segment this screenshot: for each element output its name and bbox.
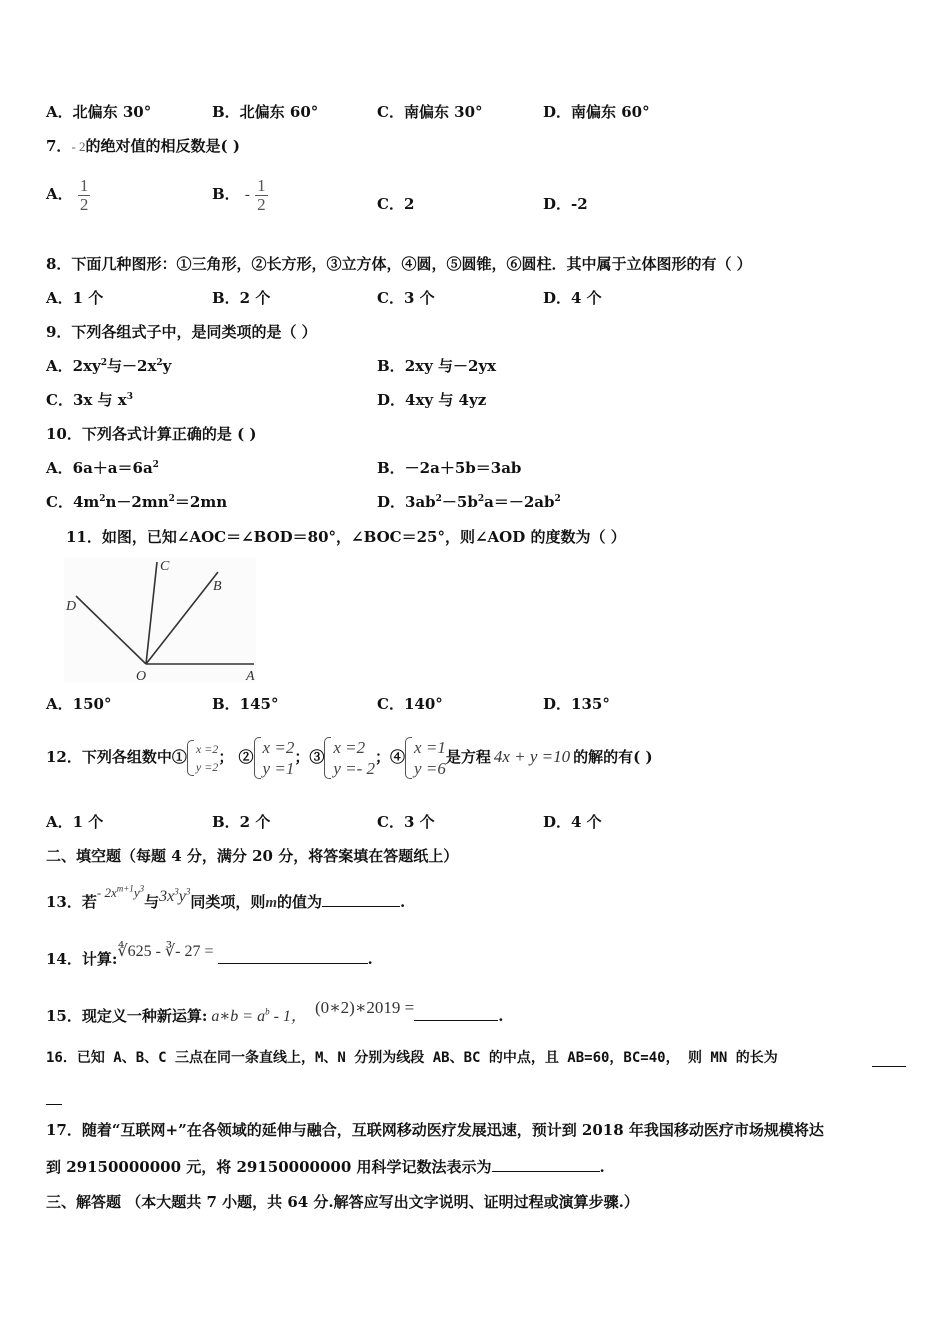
q15-question xyxy=(46,990,503,1035)
q9-option-d-text: 4xy 与 4yz xyxy=(405,391,487,409)
q13-question xyxy=(46,876,405,920)
q7-option-b xyxy=(212,170,268,219)
q16-question xyxy=(46,1048,778,1068)
q10-question: 10．下列各式计算正确的是 ( ) xyxy=(46,425,257,443)
q17-line-2-text: 到 29150000000 元，将 29150000000 用科学记数法表示为 xyxy=(46,1158,492,1176)
q15-definition-exp: b xyxy=(265,1006,270,1017)
q9-option-c-label: C． xyxy=(46,391,73,409)
q13-term-2-y-exp: 3 xyxy=(185,886,191,897)
q12-system-1-row1: x =2 xyxy=(195,742,219,756)
q12-equation: 4x + y =10 xyxy=(493,747,571,766)
q7-option-a-label: A． xyxy=(46,185,73,203)
q12-system-4-row2: y =6 xyxy=(414,759,446,778)
q9-option-d-label: D． xyxy=(377,391,406,409)
q11-option-c: C．140° xyxy=(377,695,443,713)
q9-option-a-exp1: 2 xyxy=(100,358,108,368)
q7-option-b-fraction xyxy=(255,177,268,214)
q17-line-1: 17．随着“互联网+”在各领域的延伸与融合，互联网移动医疗发展迅速，预计到 2018 年我国移动医疗市场规模将达 xyxy=(46,1121,824,1139)
q12-system-1-row2: y =2 xyxy=(195,760,219,774)
q16-answer-blank-part1[interactable] xyxy=(872,1052,906,1067)
q7-option-d: D．-2 xyxy=(543,195,588,213)
q10-option-d-exp3: 2 xyxy=(554,494,561,504)
q10-option-c-exp1: 2 xyxy=(99,494,106,504)
q14-answer-blank[interactable] xyxy=(218,949,368,964)
q13-term-2-y: y xyxy=(178,888,186,905)
q11-angle-figure xyxy=(62,556,262,684)
q13-variable: m xyxy=(265,895,278,911)
q13-prefix: 13．若 xyxy=(46,893,97,911)
section-3-heading: 三、解答题 （本大题共 7 小题，共 64 分.解答应写出文字说明、证明过程或演算步骤.） xyxy=(46,1193,639,1211)
q11-option-b: B．145° xyxy=(212,695,279,713)
q7-question xyxy=(46,136,240,157)
q12-system-2-row1: x =2 xyxy=(262,738,295,757)
q10-option-b: B．－2a＋5b＝3ab xyxy=(377,459,522,477)
label-d: D xyxy=(66,599,77,614)
q10-option-c-part3: ＝2mn xyxy=(174,493,228,511)
q10-option-c xyxy=(46,492,227,512)
q12-option-a: A．1 个 xyxy=(46,813,104,831)
q7-option-b-sign: - xyxy=(244,187,250,203)
q6-option-a: A．北偏东 30° xyxy=(46,103,152,121)
q11-option-a: A．150° xyxy=(46,695,112,713)
q8-option-c: C．3 个 xyxy=(377,289,435,307)
q13-term-2 xyxy=(159,888,190,905)
q12-system-2 xyxy=(254,737,295,779)
q9-option-b xyxy=(377,356,496,376)
q10-option-c-exp2: 2 xyxy=(168,494,175,504)
q10-option-a-exp: 2 xyxy=(152,460,159,470)
q7-option-b-label: B． xyxy=(212,185,240,203)
q6-option-c: C．南偏东 30° xyxy=(377,103,483,121)
q7-option-a-denominator: 2 xyxy=(79,194,89,214)
q12-system-2-row2: y =1 xyxy=(262,759,295,778)
q13-term-2-base: 3x xyxy=(159,888,175,905)
q15-prefix: 15．现定义一种新运算: xyxy=(46,1007,208,1025)
q13-text-1: 同类项，则 xyxy=(190,893,266,911)
q12-system-3 xyxy=(324,737,375,779)
q9-option-c-exp: 3 xyxy=(126,392,133,402)
q7-number: 7． xyxy=(46,137,72,155)
q7-option-a-numerator: 1 xyxy=(79,175,89,195)
q10-option-d-part1: D．3ab xyxy=(377,493,436,511)
q12-option-b: B．2 个 xyxy=(212,813,271,831)
q13-term-1-y: y xyxy=(133,885,140,900)
q12-prefix: 12．下列各组数中① xyxy=(46,748,187,766)
q10-option-d xyxy=(377,492,561,512)
q13-mid: 与 xyxy=(144,893,160,911)
q13-end: . xyxy=(400,893,406,911)
q9-option-b-text: 2xy 与－2yx xyxy=(404,357,497,375)
q12-mid: 是方程 xyxy=(445,748,491,766)
section-2-heading: 二、填空题（每题 4 分，满分 20 分，将答案填在答题纸上） xyxy=(46,847,459,865)
q11-option-d: D．135° xyxy=(543,695,610,713)
q9-option-a-mid: 与－2x xyxy=(107,357,157,375)
q8-option-b: B．2 个 xyxy=(212,289,271,307)
q14-expression: ∜625 - ∛- 27 = xyxy=(117,943,214,960)
q12-option-d: D．4 个 xyxy=(543,813,602,831)
label-c: C xyxy=(160,559,170,574)
q12-sep-2: ；③ xyxy=(294,748,325,766)
q13-answer-blank[interactable] xyxy=(322,892,400,907)
q10-option-d-part3: a＝－2ab xyxy=(484,493,555,511)
q9-question: 9．下列各组式子中，是同类项的是（ ） xyxy=(46,323,317,341)
q7-option-c: C．2 xyxy=(377,195,415,213)
q9-option-c xyxy=(46,390,133,410)
q15-definition xyxy=(211,1008,307,1025)
q10-option-d-exp1: 2 xyxy=(435,494,442,504)
q6-option-b: B．北偏东 60° xyxy=(212,103,319,121)
q13-term-1-y-exp: 3 xyxy=(139,883,145,894)
q12-system-4 xyxy=(405,737,446,779)
q10-option-d-exp2: 2 xyxy=(477,494,485,504)
label-o: O xyxy=(136,669,147,684)
q13-term-1 xyxy=(97,885,144,900)
q9-option-a-label: A． xyxy=(46,357,73,375)
q7-option-b-numerator: 1 xyxy=(257,175,266,195)
q9-option-a-term1: 2xy xyxy=(72,357,101,375)
q9-option-d xyxy=(377,390,486,410)
q14-question xyxy=(46,934,373,977)
q6-option-d: D．南偏东 60° xyxy=(543,103,650,121)
q13-term-1-exp: m+1 xyxy=(116,883,134,894)
q14-end: . xyxy=(367,950,373,968)
q17-answer-blank[interactable] xyxy=(492,1157,600,1172)
q10-option-c-part1: C．4m xyxy=(46,493,100,511)
q10-option-a-text: A．6a＋a＝6a xyxy=(46,459,153,477)
q12-system-3-row2: y =- 2 xyxy=(333,759,376,778)
q12-sep-1: ； ② xyxy=(218,748,254,766)
q17-line-2 xyxy=(46,1157,605,1177)
q7-option-a-fraction xyxy=(78,177,91,214)
q15-definition-post: - 1， xyxy=(269,1008,307,1025)
q10-option-a xyxy=(46,458,159,478)
q12-system-1 xyxy=(187,740,218,776)
q7-expression: - 2 xyxy=(71,139,86,154)
q13-term-1-base: - 2x xyxy=(96,885,117,900)
q10-option-c-part2: n－2mn xyxy=(105,493,169,511)
q8-option-a: A．1 个 xyxy=(46,289,104,307)
q10-option-d-part2: －5b xyxy=(441,493,478,511)
q13-text-2: 的值为 xyxy=(277,893,323,911)
q15-answer-blank[interactable] xyxy=(414,1006,498,1021)
q12-question xyxy=(46,730,653,784)
label-b: B xyxy=(213,579,222,594)
q15-expression: (0∗2)∗2019 = xyxy=(314,998,415,1017)
q16-answer-blank-part2[interactable] xyxy=(46,1090,62,1105)
q9-option-b-label: B． xyxy=(377,357,405,375)
q13-term-2-exp: 3 xyxy=(174,886,179,897)
q9-option-a-term2: y xyxy=(162,357,172,375)
q15-end: . xyxy=(498,1007,504,1025)
q11-question: 11．如图，已知∠AOC＝∠BOD＝80°，∠BOC＝25°，则∠AOD 的度数为（ ） xyxy=(66,528,626,546)
q17-end: . xyxy=(599,1158,605,1176)
q12-option-c: C．3 个 xyxy=(377,813,435,831)
q7-option-b-denominator: 2 xyxy=(257,194,266,214)
q9-option-c-text: 3x 与 x xyxy=(72,391,127,409)
q7-option-a xyxy=(46,170,90,218)
q12-sep-3: ；④ xyxy=(375,748,406,766)
q9-option-a-exp2: 2 xyxy=(156,358,163,368)
q15-definition-base: a∗b = a xyxy=(211,1008,266,1025)
q12-suffix: 的解的有( ) xyxy=(573,748,653,766)
q7-text: 的绝对值的相反数是( ) xyxy=(85,137,240,155)
q8-question: 8．下面几种图形：①三角形，②长方形，③立方体，④圆，⑤圆锥，⑥圆柱．其中属于立体图形的有（ ） xyxy=(46,255,752,273)
q9-option-a xyxy=(46,356,171,376)
q8-option-d: D．4 个 xyxy=(543,289,602,307)
q16-text: 16．已知 A、B、C 三点在同一条直线上，M、N 分别为线段 AB、BC 的中点，且 AB=60，BC=40， 则 MN 的长为 xyxy=(46,1050,778,1066)
q14-prefix: 14．计算: xyxy=(46,950,118,968)
label-a: A xyxy=(246,669,255,684)
q12-system-3-row1: x =2 xyxy=(333,738,366,757)
q12-system-4-row1: x =1 xyxy=(414,738,446,757)
